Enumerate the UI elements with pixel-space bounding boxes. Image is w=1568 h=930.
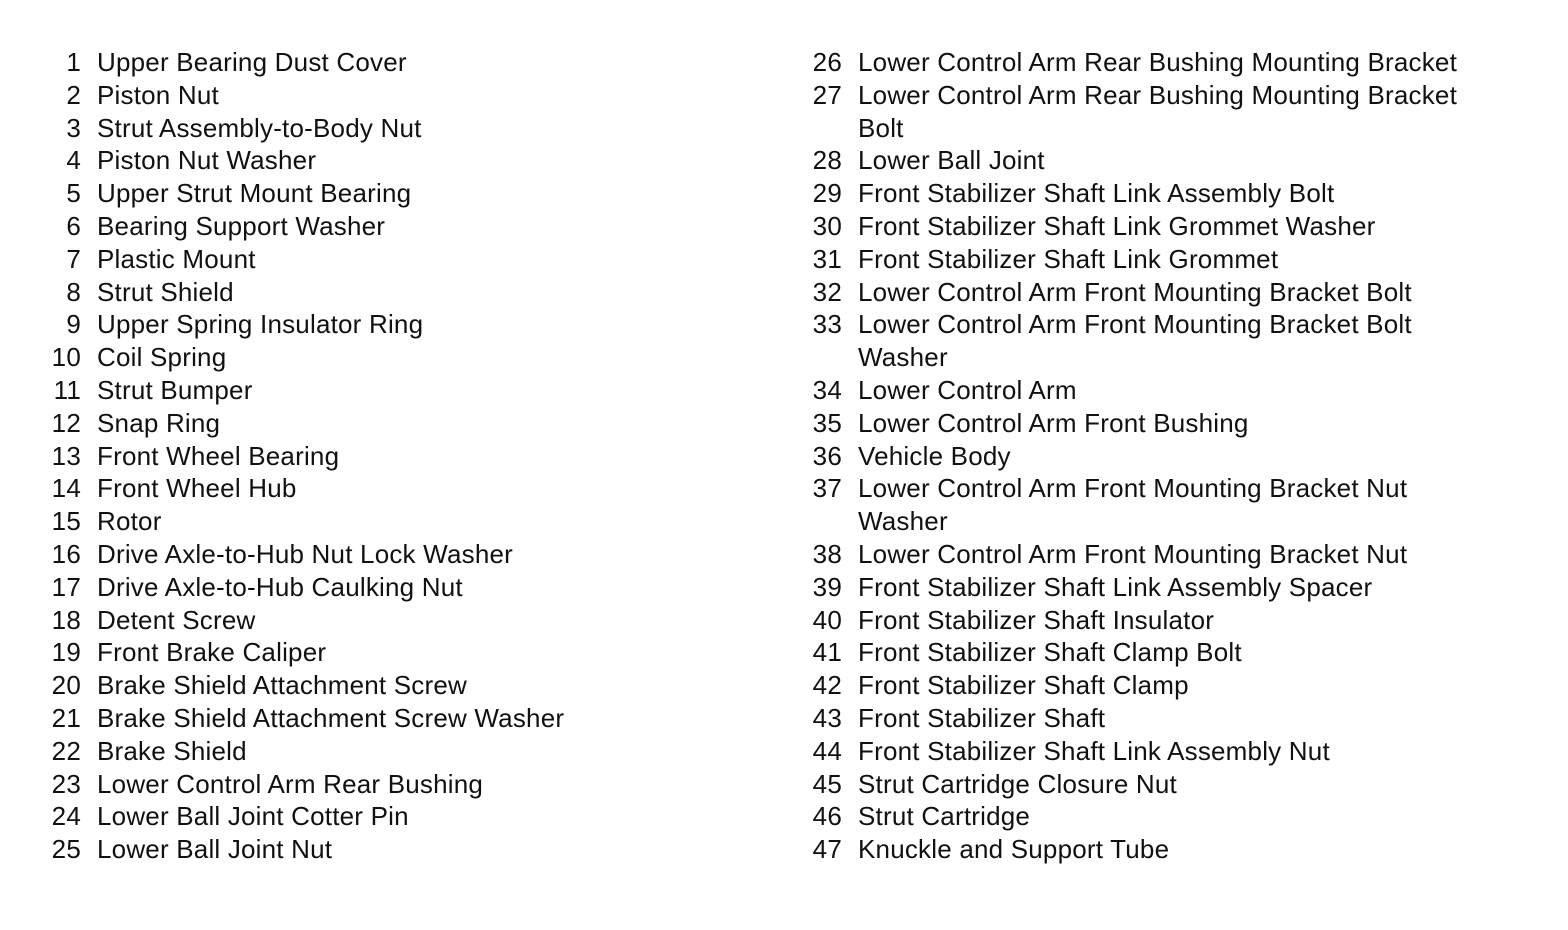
legend-item-16: [0, 538, 730, 571]
item-number: 15: [51, 506, 81, 537]
item-label: Front Stabilizer Shaft: [858, 702, 1106, 733]
item-label: Strut Cartridge: [858, 801, 1031, 832]
item-label: Upper Strut Mount Bearing: [97, 178, 412, 209]
item-label: Piston Nut Washer: [97, 145, 317, 176]
legend-item-36: [800, 440, 1500, 473]
item-label: Brake Shield Attachment Screw: [97, 670, 467, 701]
legend-item-12: [0, 407, 730, 440]
item-number: 38: [812, 538, 842, 569]
item-label: Front Stabilizer Shaft Insulator: [858, 604, 1215, 635]
item-number: 33: [812, 309, 842, 340]
legend-item-6: [0, 210, 730, 243]
legend-item-20: [0, 669, 730, 702]
item-label: Lower Control Arm Front Mounting Bracket Bolt: [858, 276, 1412, 307]
item-number: 24: [51, 801, 81, 832]
item-number: 37: [812, 473, 842, 504]
left-parts-list: [0, 46, 730, 866]
legend-item-47: [800, 833, 1500, 866]
item-number: 12: [51, 407, 81, 438]
item-number: 35: [812, 407, 842, 438]
legend-item-21: [0, 702, 730, 735]
item-number: 20: [51, 670, 81, 701]
item-number: 23: [51, 768, 81, 799]
item-label: Front Wheel Bearing: [97, 440, 340, 471]
item-label: Coil Spring: [97, 342, 227, 373]
item-label: Piston Nut: [97, 79, 219, 110]
item-number: 45: [812, 768, 842, 799]
item-label: Drive Axle-to-Hub Caulking Nut: [97, 571, 463, 602]
item-number: 22: [51, 735, 81, 766]
item-label: Front Stabilizer Shaft Link Grommet Washer: [858, 210, 1376, 241]
legend-item-31: [800, 243, 1500, 276]
item-label: Rotor: [97, 506, 162, 537]
legend-item-22: [0, 735, 730, 768]
item-number: 7: [66, 243, 81, 274]
legend-item-15: [0, 505, 730, 538]
legend-item-30: [800, 210, 1500, 243]
item-number: 19: [51, 637, 81, 668]
item-number: 27: [812, 79, 842, 110]
legend-item-37: [800, 472, 1500, 538]
item-number: 29: [812, 178, 842, 209]
legend-item-44: [800, 735, 1500, 768]
legend-item-40: [800, 604, 1500, 637]
legend-item-29: [800, 177, 1500, 210]
item-number: 16: [51, 538, 81, 569]
item-label: Vehicle Body: [858, 440, 1011, 471]
item-label: Front Stabilizer Shaft Clamp Bolt: [858, 637, 1242, 668]
item-label: Lower Ball Joint Cotter Pin: [97, 801, 409, 832]
legend-item-13: [0, 440, 730, 473]
item-number: 36: [812, 440, 842, 471]
item-number: 17: [51, 571, 81, 602]
item-label: Brake Shield Attachment Screw Washer: [97, 702, 565, 733]
legend-item-27: [800, 79, 1500, 145]
legend-item-33: [800, 308, 1500, 374]
item-number: 42: [812, 670, 842, 701]
legend-item-26: [800, 46, 1500, 79]
legend-item-38: [800, 538, 1500, 571]
legend-item-45: [800, 768, 1500, 801]
legend-item-17: [0, 571, 730, 604]
legend-item-42: [800, 669, 1500, 702]
item-number: 4: [66, 145, 81, 176]
item-label: Lower Control Arm: [858, 374, 1077, 405]
item-label: Lower Ball Joint: [858, 145, 1045, 176]
item-number: 26: [812, 47, 842, 77]
legend-item-4: [0, 144, 730, 177]
item-number: 40: [812, 604, 842, 635]
item-label: Brake Shield: [97, 735, 247, 766]
item-number: 44: [812, 735, 842, 766]
item-label: Lower Ball Joint Nut: [97, 834, 333, 865]
legend-item-5: [0, 177, 730, 210]
legend-item-41: [800, 636, 1500, 669]
item-label: Front Brake Caliper: [97, 637, 327, 668]
item-label: Plastic Mount: [97, 243, 256, 274]
item-label: Lower Control Arm Rear Bushing Mounting Bracket Bolt: [858, 79, 1458, 143]
item-number: 32: [812, 276, 842, 307]
legend-item-28: [800, 144, 1500, 177]
item-label: Lower Control Arm Rear Bushing Mounting Bracket: [858, 47, 1458, 77]
legend-item-9: [0, 308, 730, 341]
legend-item-19: [0, 636, 730, 669]
item-number: 6: [66, 210, 81, 241]
legend-item-32: [800, 276, 1500, 309]
legend-item-18: [0, 604, 730, 637]
item-label: Bearing Support Washer: [97, 210, 386, 241]
item-label: Front Stabilizer Shaft Link Grommet: [858, 243, 1279, 274]
item-number: 39: [812, 571, 842, 602]
legend-item-14: [0, 472, 730, 505]
item-label: Lower Control Arm Front Mounting Bracket Nut Washer: [858, 473, 1408, 537]
item-number: 3: [66, 112, 81, 143]
item-label: Strut Assembly-to-Body Nut: [97, 112, 422, 143]
legend-item-34: [800, 374, 1500, 407]
item-label: Detent Screw: [97, 604, 256, 635]
item-label: Front Stabilizer Shaft Link Assembly Spacer: [858, 571, 1373, 602]
legend-item-3: [0, 112, 730, 145]
legend-item-46: [800, 800, 1500, 833]
legend-item-7: [0, 243, 730, 276]
right-parts-list: [800, 46, 1500, 866]
item-number: 8: [66, 276, 81, 307]
item-number: 47: [812, 834, 842, 865]
item-number: 25: [51, 834, 81, 865]
legend-item-39: [800, 571, 1500, 604]
item-label: Drive Axle-to-Hub Nut Lock Washer: [97, 538, 513, 569]
legend-item-11: [0, 374, 730, 407]
item-number: 13: [51, 440, 81, 471]
item-number: 10: [51, 342, 81, 373]
item-label: Front Stabilizer Shaft Clamp: [858, 670, 1189, 701]
item-number: 43: [812, 702, 842, 733]
legend-item-25: [0, 833, 730, 866]
legend-item-24: [0, 800, 730, 833]
legend-item-10: [0, 341, 730, 374]
legend-item-43: [800, 702, 1500, 735]
item-label: Front Stabilizer Shaft Link Assembly Bolt: [858, 178, 1335, 209]
legend-item-1: [0, 46, 730, 79]
item-label: Upper Bearing Dust Cover: [97, 47, 407, 77]
item-label: Front Stabilizer Shaft Link Assembly Nut: [858, 735, 1330, 766]
item-label: Lower Control Arm Rear Bushing: [97, 768, 484, 799]
item-number: 41: [812, 637, 842, 668]
item-label: Upper Spring Insulator Ring: [97, 309, 424, 340]
item-number: 28: [812, 145, 842, 176]
item-label: Strut Cartridge Closure Nut: [858, 768, 1177, 799]
item-label: Lower Control Arm Front Bushing: [858, 407, 1249, 438]
item-number: 2: [66, 79, 81, 110]
item-label: Lower Control Arm Front Mounting Bracket Bolt Washer: [858, 309, 1412, 373]
item-label: Strut Shield: [97, 276, 234, 307]
item-label: Lower Control Arm Front Mounting Bracket Nut: [858, 538, 1408, 569]
item-label: Knuckle and Support Tube: [858, 834, 1170, 865]
legend-item-2: [0, 79, 730, 112]
item-number: 34: [812, 374, 842, 405]
item-label: Front Wheel Hub: [97, 473, 297, 504]
item-label: Strut Bumper: [97, 374, 253, 405]
legend-item-23: [0, 768, 730, 801]
legend-item-8: [0, 276, 730, 309]
item-number: 9: [66, 309, 81, 340]
item-number: 21: [51, 702, 81, 733]
item-number: 30: [812, 210, 842, 241]
item-number: 31: [812, 243, 842, 274]
item-number: 5: [66, 178, 81, 209]
item-label: Snap Ring: [97, 407, 221, 438]
item-number: 1: [66, 47, 81, 77]
item-number: 14: [51, 473, 81, 504]
item-number: 18: [51, 604, 81, 635]
item-number: 11: [53, 374, 81, 405]
item-number: 46: [812, 801, 842, 832]
legend-item-35: [800, 407, 1500, 440]
